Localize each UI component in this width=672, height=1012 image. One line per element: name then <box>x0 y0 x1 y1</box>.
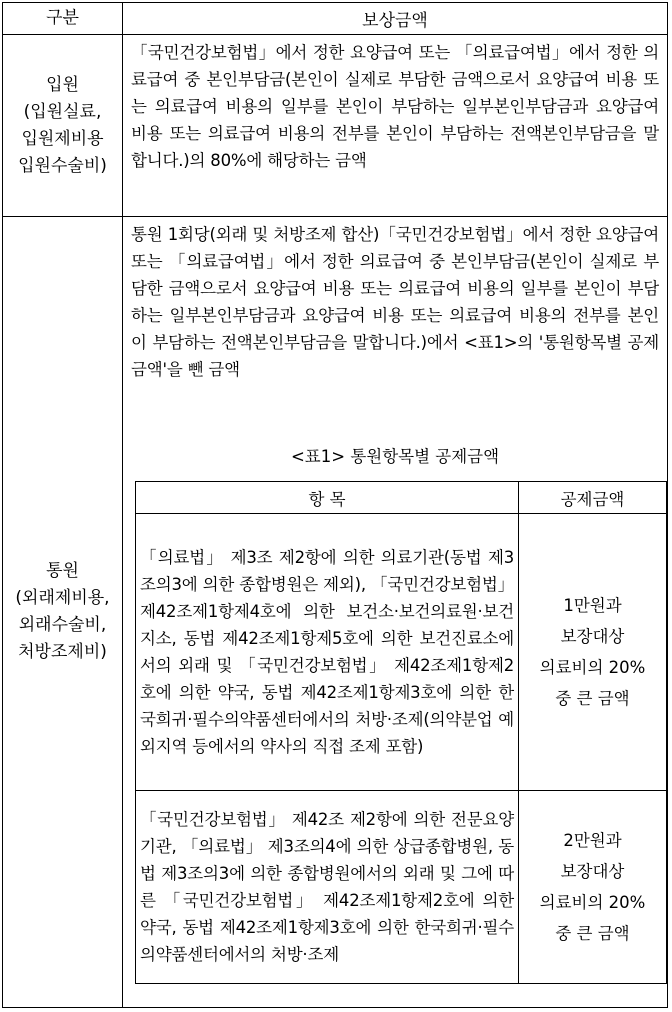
deduction-item: 「국민건강보험법」 제42조 제2항에 의한 전문요양기관, 「의료법」 제3조의4에 의한 상급종합병원, 동법 제3조의3에 의한 종합병원에서의 외래 및 그에 따른 「국민건강보험법」 제42조제1항제2호에 의한 약국, 동법 제42조제1항제3호에 의한 한국희귀·필수의약품센터에서의 처방·조제 <box>136 791 519 984</box>
deduction-row <box>136 514 667 791</box>
inpatient-text: 「국민건강보험법」에서 정한 요양급여 또는 「의료급여법」에서 정한 의료급여 중 본인부담금(본인이 실제로 부담한 금액으로서 요양급여 비용 또는 의료급여 비용의 일부를 본인이 부담하는 일부본인부담금과 요양급여 비용 또는 의료급여 비용의 전부를 본인이 부담하는 전액본인부담금을 말합니다.)의 80%에 해당하는 금액 <box>131 43 659 170</box>
deduction-item: 「의료법」 제3조 제2항에 의한 의료기관(동법 제3조의3에 의한 종합병원은 제외), 「국민건강보험법」 제42조제1항제4호에 의한 보건소·보건의료원·보건지소, 동법 제42조제1항제5호에 의한 보건진료소에서의 외래 및 「국민건강보험법」 제42조제1항제2호에 의한 약국, 동법 제42조제1항제3호에 의한 한국희귀·필수의약품센터에서의 처방·조제(의약분업 예외지역 등에서의 약사의 직접 조제 포함) <box>136 514 519 791</box>
deduction-col-item: 항 목 <box>136 482 519 514</box>
deduction-col-amount: 공제금액 <box>519 482 667 514</box>
header-row <box>3 3 667 35</box>
deduction-header-row <box>136 482 667 514</box>
outpatient-amount-cell <box>123 217 667 1007</box>
deduction-amount: 1만원과 보장대상 의료비의 20% 중 큰 금액 <box>519 514 667 791</box>
outpatient-text: 통원 1회당(외래 및 처방조제 합산)「국민건강보험법」에서 정한 요양급여 또는 「의료급여법」에서 정한 의료급여 중 본인부담금(본인이 실제로 부담한 금액으로서 요양급여 비용 또는 의료급여 비용의 일부를 본인이 부담하는 일부본인부담금과 요양급여 비용 또는 의료급여 비용의 전부를 본인이 부담하는 전액본인부담금을 말합니다.)에서 <표1>의 '통원항목별 공제금액'을 뺀 금액 <box>131 225 659 379</box>
inpatient-label: 입원 (입원실료, 입원제비용 입원수술비) <box>3 35 123 216</box>
header-amount: 보상금액 <box>362 11 428 31</box>
outpatient-label: 통원 (외래제비용, 외래수술비, 처방조제비) <box>3 217 123 1007</box>
inpatient-row <box>3 35 667 217</box>
deduction-row <box>136 791 667 984</box>
compensation-table <box>2 2 668 1008</box>
deduction-table <box>135 481 667 984</box>
inpatient-amount-cell <box>123 35 667 216</box>
deduction-amount: 2만원과 보장대상 의료비의 20% 중 큰 금액 <box>519 791 667 984</box>
table-caption: <표1> 통원항목별 공제금액 <box>290 447 500 466</box>
outpatient-row <box>3 217 667 1007</box>
header-category: 구분 <box>3 3 123 34</box>
